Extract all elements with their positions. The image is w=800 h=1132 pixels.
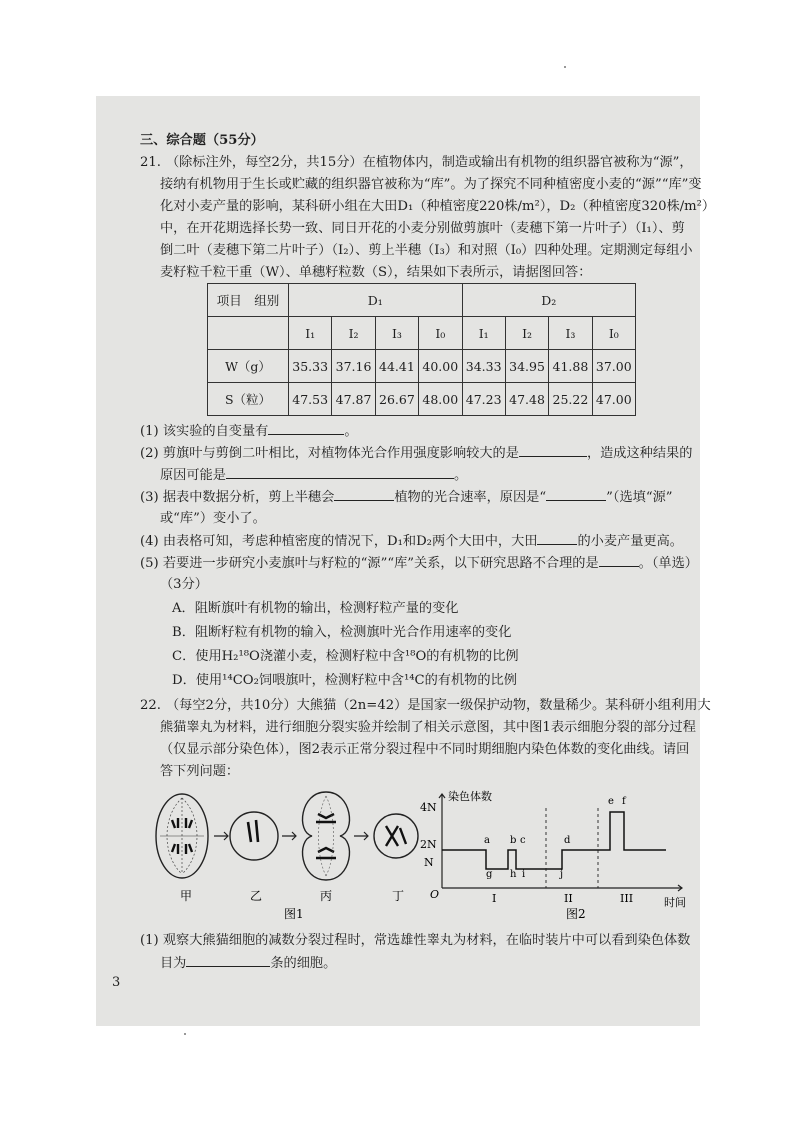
table-cell: 37.16 [332,350,375,383]
option-c[interactable]: C．使用H₂¹⁸O浇灌小麦，检测籽粒中含¹⁸O的有机物的比例 [172,649,519,664]
table-subheader: I₃ [549,317,592,350]
answer-blank[interactable] [599,552,639,567]
q21-sub-3-cont: 或“库”）变小了。 [160,511,266,526]
point-label: j [560,869,564,880]
q21-sub-4: (4) 由表格可知，考虑种植密度的情况下，D₁和D₂两个大田中，大田 的小麦产量更高。 [140,530,683,553]
table-cell: 40.00 [419,350,462,383]
cell-ding [374,814,418,858]
q21-sub-5: (5) 若要进一步研究小麦旗叶与籽粒的“源”“库”关系，以下研究思路不合理的是 。（单选） [140,552,698,575]
table-row-w [208,350,636,383]
speck [184,1033,186,1035]
q21-sub-5-score: （3分） [160,577,208,592]
answer-blank[interactable] [226,464,454,479]
cell-label: 丙 [320,889,333,903]
q21-line-6: 麦籽粒千粒干重（W）、单穗籽粒数（S），结果如下表所示，请据图回答： [160,265,592,280]
q21-number: 21. [140,155,161,170]
q22-sub-1-cont: 目为 条的细胞。 [160,952,336,975]
table-cell: 37.00 [592,350,635,383]
table-cell: 47.00 [592,383,635,416]
point-label: f [622,796,626,807]
table-subheader: I₃ [375,317,418,350]
table-cell: 47.53 [289,383,332,416]
table-subheader: I₂ [505,317,548,350]
point-label: b [510,835,517,846]
table-cell: 48.00 [419,383,462,416]
row-label: S（粒） [208,383,289,416]
section-heading: 三、综合题（55分） [140,133,264,148]
group-d1-header: D₁ [289,284,463,317]
table-row-s [208,383,636,416]
point-label: h [510,869,517,880]
cell-label: 甲 [180,889,193,903]
table-subheader-row [208,317,636,350]
answer-blank[interactable] [546,486,606,501]
table-cell: 34.95 [505,350,548,383]
y-tick-2n: 2N [420,838,437,851]
point-label: c [520,835,526,846]
table-cell: 35.33 [289,350,332,383]
table-subheader: I₁ [462,317,505,350]
speck [564,66,566,68]
y-tick-4n: 4N [420,801,437,814]
q21-line-3: 化对小麦产量的影响，某科研小组在大田D₁（种植密度220株/m²），D₂（种植密度320株/m²） [160,199,716,214]
x-axis-label: 时间 [664,896,686,909]
cell-label: 丁 [392,889,405,903]
point-label: e [608,796,614,807]
point-label: i [522,869,526,880]
table-cell: 47.48 [505,383,548,416]
q22-line-3: （仅显示部分染色体），图2表示正常分裂过程中不同时期细胞内染色体数的变化曲线。请回 [160,742,690,757]
table-subheader: I₁ [289,317,332,350]
figure-2-caption: 图2 [566,907,586,921]
q21-sub-2: (2) 剪旗叶与剪倒二叶相比，对植物体光合作用强度影响较大的是 ，造成这种结果的 [140,442,692,465]
origin-label: O [430,888,440,901]
chromosome-curve [442,812,666,869]
phase-label: III [620,892,634,905]
point-label: a [484,835,490,846]
point-label: g [486,869,493,880]
row-label: W（g） [208,350,289,383]
table-cell: 47.23 [462,383,505,416]
y-tick-n: N [424,856,434,869]
table-cell: 47.87 [332,383,375,416]
cell-label: 乙 [250,889,263,903]
group-d2-header: D₂ [462,284,636,317]
q21-sub-3: (3) 据表中数据分析，剪上半穗会 植物的光合速率，原因是“ ”（选填“源” [140,486,673,509]
answer-blank[interactable] [519,442,587,457]
q21-sub-2-cont: 原因可能是 。 [160,464,467,487]
table-cell [208,317,289,350]
page-number: 3 [112,975,121,990]
option-a[interactable]: A．阻断旗叶有机物的输出，检测籽粒产量的变化 [172,601,459,616]
table-cell: 26.67 [375,383,418,416]
q21-sub-1: (1) 该实验的自变量有 。 [140,420,358,443]
table-cell: 41.88 [549,350,592,383]
table-cell: 25.22 [549,383,592,416]
table-subheader: I₀ [419,317,462,350]
figure-1 [150,786,440,926]
q22-line-1: （每空2分，共10分）大熊猫（2n=42）是国家一级保护动物，数量稀少。某科研小组利用大 [166,698,711,713]
q21-line-4: 中，在开花期选择长势一致、同日开花的小麦分别做剪旗叶（麦穗下第一片叶子）（I₁）、剪 [160,221,685,236]
figure-2-chart [420,786,700,926]
cell-bing [303,792,350,880]
cell-jia [156,794,208,878]
figure-1-caption: 图1 [284,907,304,921]
table-subheader: I₀ [592,317,635,350]
y-axis-label: 染色体数 [448,790,492,803]
answer-blank[interactable] [186,952,270,967]
table-cell: 44.41 [375,350,418,383]
cell-yi [230,812,278,860]
results-table [207,283,636,416]
answer-blank[interactable] [334,486,394,501]
table-header-row [208,284,636,317]
table-subheader: I₂ [332,317,375,350]
q21-line-1: （除标注外，每空2分，共15分）在植物体内，制造或输出有机物的组织器官被称为“源”， [166,155,693,170]
q21-line-5: 倒二叶（麦穗下第二片叶子）（I₂）、剪上半穗（I₃）和对照（I₀）四种处理。定期测定每组小 [160,243,693,258]
phase-label: I [492,892,497,905]
q22-number: 22. [140,698,161,713]
option-d[interactable]: D．使用¹⁴CO₂饲喂旗叶，检测籽粒中含¹⁴C的有机物的比例 [172,673,517,688]
q22-line-2: 熊猫睾丸为材料，进行细胞分裂实验并绘制了相关示意图，其中图1表示细胞分裂的部分过程 [160,720,696,735]
q21-line-2: 接纳有机物用于生长或贮藏的组织器官被称为“库”。为了探究不同种植密度小麦的“源”“库”变 [160,177,702,192]
option-b[interactable]: B．阻断籽粒有机物的输入，检测旗叶光合作用速率的变化 [172,625,512,640]
phase-label: II [564,892,573,905]
table-cell: 34.33 [462,350,505,383]
q22-sub-1: (1) 观察大熊猫细胞的减数分裂过程时，常选雄性睾丸为材料，在临时装片中可以看到染色体数 [140,933,691,948]
answer-blank[interactable] [268,420,344,435]
answer-blank[interactable] [537,530,577,545]
point-label: d [564,835,571,846]
table-corner: 项目 组别 [208,284,289,317]
q22-line-4: 答下列问题： [160,764,240,779]
